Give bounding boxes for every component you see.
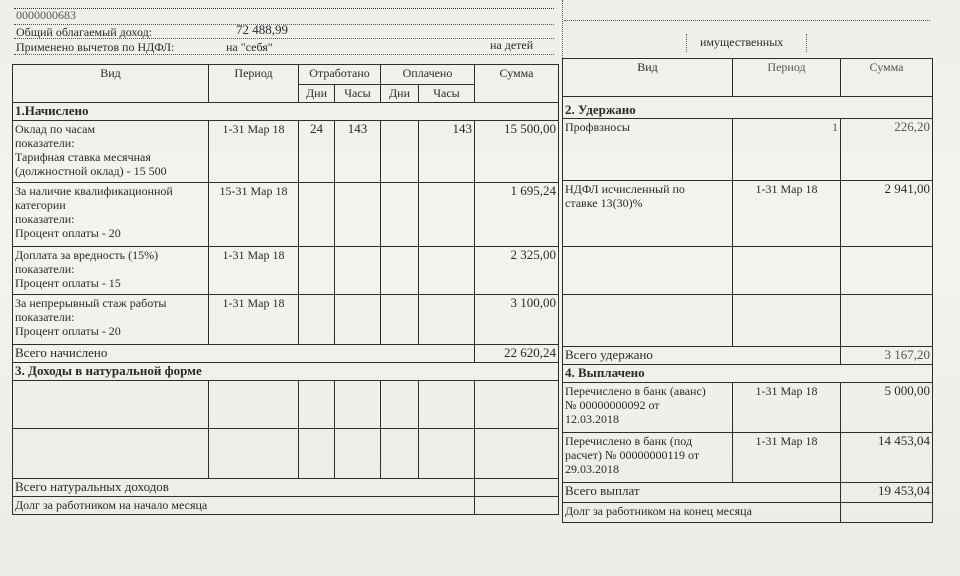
row-paid-hours bbox=[419, 183, 475, 247]
col-worked-days: Дни bbox=[299, 85, 335, 103]
row-paid-days bbox=[381, 295, 419, 345]
row-period: 15-31 Мар 18 bbox=[209, 183, 299, 247]
row-paid-days bbox=[381, 121, 419, 183]
row-paid-hours: 143 bbox=[419, 121, 475, 183]
col-period: Период bbox=[209, 65, 299, 103]
row-paid-days bbox=[381, 247, 419, 295]
row-line-2 bbox=[14, 38, 554, 39]
col-sum: Сумма bbox=[475, 65, 559, 103]
row-worked-hours bbox=[335, 247, 381, 295]
col-kind: Вид bbox=[13, 65, 209, 103]
row-sum: 226,20 bbox=[841, 119, 933, 181]
row-sum: 1 695,24 bbox=[475, 183, 559, 247]
section3-title: 3. Доходы в натуральной форме bbox=[13, 363, 559, 381]
row-period: 1 bbox=[733, 119, 841, 181]
row-line-3 bbox=[14, 54, 554, 55]
row-kind: За наличие квалификационной категории показатели: Процент оплаты - 20 bbox=[13, 183, 209, 247]
row-worked-days bbox=[299, 183, 335, 247]
row-worked-days: 24 bbox=[299, 121, 335, 183]
col-kind: Вид bbox=[563, 59, 733, 97]
row-paid-hours bbox=[419, 295, 475, 345]
row-period: 1-31 Мар 18 bbox=[209, 247, 299, 295]
debt-end-label: Долг за работником на конец месяца bbox=[563, 503, 841, 523]
row-kind: Оклад по часам показатели: Тарифная ставка месячная (должностной оклад) - 15 500 bbox=[13, 121, 209, 183]
table-row bbox=[13, 429, 559, 479]
left-table bbox=[12, 64, 559, 515]
col-paid: Оплачено bbox=[381, 65, 475, 85]
deduction-children-label: на детей bbox=[490, 38, 534, 52]
row-period: 1-31 Мар 18 bbox=[733, 433, 841, 483]
row-worked-days bbox=[299, 247, 335, 295]
total-withheld-value: 3 167,20 bbox=[841, 347, 933, 365]
total-accrued-label: Всего начислено bbox=[13, 345, 475, 363]
row-sum: 14 453,04 bbox=[841, 433, 933, 483]
row-paid-days bbox=[381, 183, 419, 247]
row-sum: 15 500,00 bbox=[475, 121, 559, 183]
table-row bbox=[563, 181, 933, 247]
right-top-line bbox=[564, 20, 930, 21]
taxable-income-label: Общий облагаемый доход: bbox=[16, 25, 153, 39]
col-paid-hours: Часы bbox=[419, 85, 475, 103]
row-sum: 2 941,00 bbox=[841, 181, 933, 247]
row-worked-hours bbox=[335, 295, 381, 345]
row-worked-hours: 143 bbox=[335, 121, 381, 183]
row-kind: Перечислено в банк (аванс) № 00000000092 от 12.03.2018 bbox=[563, 383, 733, 433]
deductions-label: Применено вычетов по НДФЛ: bbox=[16, 40, 175, 54]
row-worked-hours bbox=[335, 183, 381, 247]
row-period: 1-31 Мар 18 bbox=[209, 121, 299, 183]
table-row bbox=[13, 121, 559, 183]
right-table bbox=[562, 58, 933, 523]
row-paid-hours bbox=[419, 247, 475, 295]
total-paid-label: Всего выплат bbox=[563, 483, 841, 503]
section1-title: 1.Начислено bbox=[13, 103, 559, 121]
table-row bbox=[13, 183, 559, 247]
col-paid-days: Дни bbox=[381, 85, 419, 103]
row-worked-days bbox=[299, 295, 335, 345]
table-row bbox=[13, 247, 559, 295]
section4-title: 4. Выплачено bbox=[563, 365, 933, 383]
row-kind: Доплата за вредность (15%) показатели: Процент оплаты - 15 bbox=[13, 247, 209, 295]
doc-number: 0000000683 bbox=[16, 8, 76, 22]
row-kind: НДФЛ исчисленный по ставке 13(30)% bbox=[563, 181, 733, 247]
deduction-self-label: на "себя" bbox=[226, 40, 273, 54]
table-row bbox=[563, 119, 933, 181]
total-paid-value: 19 453,04 bbox=[841, 483, 933, 503]
property-divider-right bbox=[806, 34, 807, 52]
total-accrued-value: 22 620,24 bbox=[475, 345, 559, 363]
row-period: 1-31 Мар 18 bbox=[209, 295, 299, 345]
section2-title: 2. Удержано bbox=[563, 97, 933, 119]
taxable-income-value: 72 488,99 bbox=[236, 22, 288, 37]
table-row bbox=[563, 433, 933, 483]
header-divider bbox=[562, 0, 563, 60]
top-border bbox=[14, 8, 554, 9]
total-withheld-label: Всего удержано bbox=[563, 347, 841, 365]
table-row bbox=[13, 381, 559, 429]
row-kind: За непрерывный стаж работы показатели: Процент оплаты - 20 bbox=[13, 295, 209, 345]
row-sum: 3 100,00 bbox=[475, 295, 559, 345]
table-row bbox=[563, 383, 933, 433]
debt-start-label: Долг за работником на начало месяца bbox=[13, 497, 475, 515]
property-divider-left bbox=[686, 34, 687, 52]
row-kind: Профвзносы bbox=[563, 119, 733, 181]
col-worked-hours: Часы bbox=[335, 85, 381, 103]
row-sum: 2 325,00 bbox=[475, 247, 559, 295]
table-row bbox=[13, 295, 559, 345]
deduction-property-label: имущественных bbox=[700, 35, 784, 49]
col-period: Период bbox=[733, 59, 841, 97]
col-sum: Сумма bbox=[841, 59, 933, 97]
row-period: 1-31 Мар 18 bbox=[733, 383, 841, 433]
row-kind: Перечислено в банк (под расчет) № 00000000119 от 29.03.2018 bbox=[563, 433, 733, 483]
row-period: 1-31 Мар 18 bbox=[733, 181, 841, 247]
total-natural-label: Всего натуральных доходов bbox=[13, 479, 475, 497]
row-sum: 5 000,00 bbox=[841, 383, 933, 433]
col-worked: Отработано bbox=[299, 65, 381, 85]
